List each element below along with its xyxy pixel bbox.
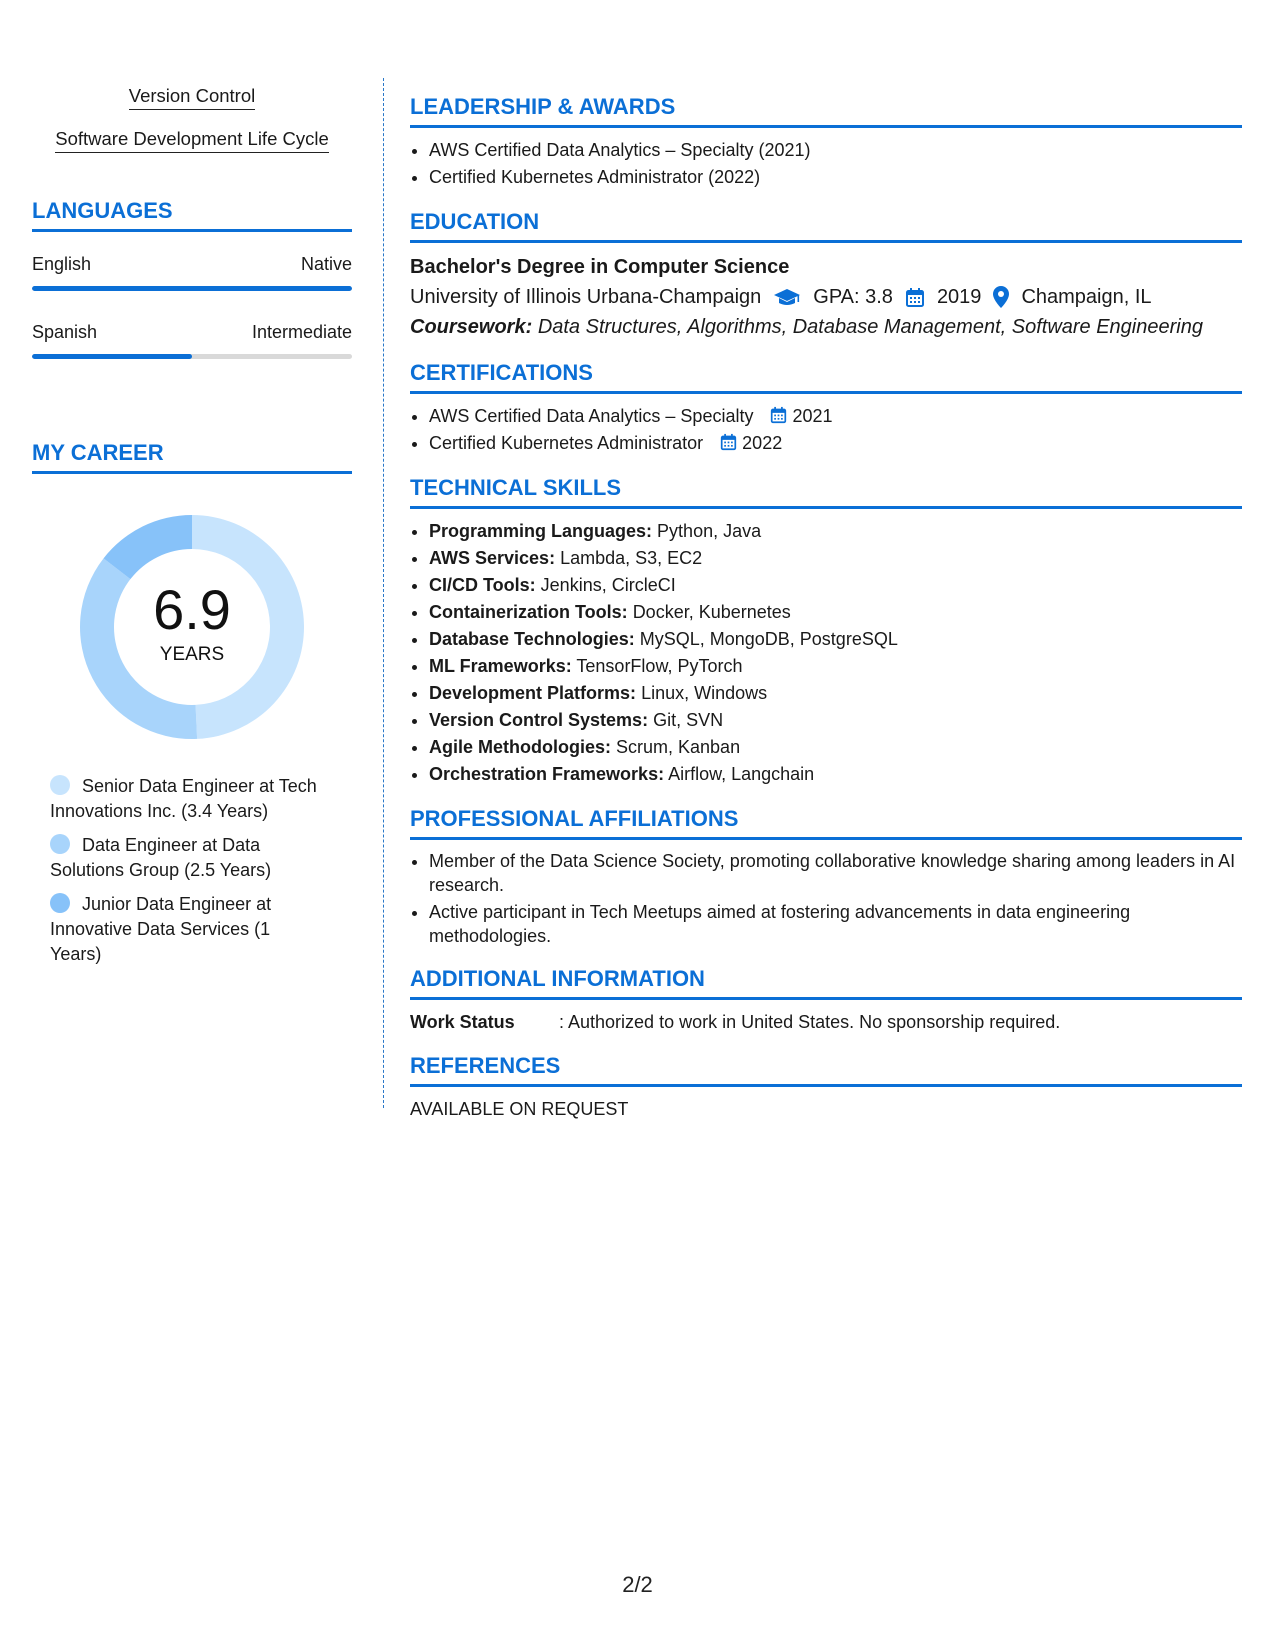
technical-skill-item <box>429 518 1242 545</box>
career-donut <box>77 512 307 742</box>
coursework-label: Coursework: <box>410 316 533 338</box>
list-item <box>429 403 1242 430</box>
map-pin-icon <box>993 286 1009 308</box>
career-role-line: Solutions Group (2.5 Years) <box>50 860 272 880</box>
technical-skill-value: MySQL, MongoDB, PostgreSQL <box>639 629 898 649</box>
references-text: AVAILABLE ON REQUEST <box>410 1099 629 1119</box>
education-degree: Bachelor's Degree in Computer Science <box>410 256 790 278</box>
leadership-title: LEADERSHIP & AWARDS <box>410 94 1242 128</box>
technical-skill-value: Scrum, Kanban <box>616 737 741 757</box>
list-item: • Active participant in Tech Meetups aimed at fostering advancements in data engineering methodologies. <box>429 900 1242 948</box>
technical-skill-label: Development Platforms: <box>429 683 637 703</box>
technical-skill-item <box>429 545 1242 572</box>
technical-skill-label: Orchestration Frameworks: <box>429 764 665 784</box>
certification-year: 2022 <box>742 433 783 453</box>
graduation-cap-icon <box>773 287 801 307</box>
language-name: Spanish <box>32 322 98 342</box>
technical-skill-value: Jenkins, CircleCI <box>540 575 676 595</box>
education-section <box>410 209 1242 342</box>
career-role-line: Senior Data Engineer at Tech <box>82 776 317 796</box>
technical-skill-label: AWS Services: <box>429 548 556 568</box>
affiliations-title: PROFESSIONAL AFFILIATIONS <box>410 806 1242 840</box>
career-role-line: Junior Data Engineer at <box>82 894 272 914</box>
technical-skill-item <box>429 626 1242 653</box>
career-title: MY CAREER <box>32 440 352 474</box>
technical-skill-label: Version Control Systems: <box>429 710 649 730</box>
technical-skill-label: ML Frameworks: <box>429 656 572 676</box>
technical-skill-label: CI/CD Tools: <box>429 575 536 595</box>
list-item: • Certified Kubernetes Administrator (2022) <box>429 164 1242 191</box>
career-role-line: Years) <box>50 944 102 964</box>
technical-skill-label: Database Technologies: <box>429 629 635 649</box>
left-column <box>32 84 352 967</box>
work-status-row <box>410 1009 1242 1035</box>
technical-skill-item <box>429 653 1242 680</box>
language-proficiency-fill <box>32 286 352 291</box>
certification-year: 2021 <box>792 406 833 426</box>
coursework-list: Data Structures, Algorithms, Database Management, Software Engineering <box>537 316 1203 338</box>
skills-list <box>32 84 352 153</box>
technical-skill-item <box>429 734 1242 761</box>
technical-skills-section <box>410 475 1242 788</box>
career-total-value: 6.9 <box>153 578 231 641</box>
skill-version-control: Version Control <box>129 84 255 110</box>
calendar-icon <box>720 433 737 451</box>
technical-skill-label: Programming Languages: <box>429 521 653 541</box>
additional-info-section <box>410 966 1242 1035</box>
list-item: • Member of the Data Science Society, promoting collaborative knowledge sharing among leaders in AI research. <box>429 849 1242 897</box>
certifications-title: CERTIFICATIONS <box>410 360 1242 394</box>
technical-skill-value: Airflow, Langchain <box>668 764 815 784</box>
legend-dot-icon <box>50 893 70 913</box>
technical-skill-item <box>429 599 1242 626</box>
references-section <box>410 1053 1242 1122</box>
language-name: English <box>32 254 92 274</box>
education-coursework <box>410 312 1242 342</box>
technical-skill-value: Lambda, S3, EC2 <box>560 548 703 568</box>
career-role <box>32 892 352 967</box>
language-proficiency-bar <box>32 354 352 359</box>
career-role <box>32 833 352 883</box>
technical-skills-list <box>410 518 1242 788</box>
technical-skill-value: Git, SVN <box>653 710 724 730</box>
right-column <box>410 94 1242 1122</box>
technical-skill-item <box>429 572 1242 599</box>
skill-sdlc: Software Development Life Cycle <box>55 127 329 153</box>
work-status-value: : Authorized to work in United States. No sponsorship required. <box>559 1012 1061 1032</box>
career-role-line: Data Engineer at Data <box>82 835 261 855</box>
language-level: Native <box>300 254 352 274</box>
calendar-icon <box>770 406 787 424</box>
education-year: 2019 <box>936 286 982 308</box>
legend-dot-icon <box>50 775 70 795</box>
education-details <box>410 282 1242 312</box>
languages-section <box>32 198 352 359</box>
language-proficiency-bar <box>32 286 352 291</box>
work-status-key: Work Status <box>410 1012 515 1032</box>
list-item: • AWS Certified Data Analytics – Specialty (2021) <box>429 137 1242 164</box>
career-role-line: Innovative Data Services (1 <box>50 919 271 939</box>
technical-skill-item <box>429 761 1242 788</box>
languages-title: LANGUAGES <box>32 198 352 232</box>
column-divider <box>383 78 384 1108</box>
education-location: Champaign, IL <box>1021 286 1152 308</box>
certification-name: AWS Certified Data Analytics – Specialty <box>429 406 754 426</box>
certification-name: Certified Kubernetes Administrator <box>429 433 704 453</box>
technical-skill-label: Agile Methodologies: <box>429 737 611 757</box>
technical-skills-title: TECHNICAL SKILLS <box>410 475 1242 509</box>
list-item <box>429 430 1242 457</box>
certifications-section <box>410 360 1242 457</box>
affiliations-section <box>410 806 1242 948</box>
language-proficiency-fill <box>32 354 192 359</box>
leadership-section <box>410 94 1242 191</box>
career-total-unit: YEARS <box>159 644 225 665</box>
legend-dot-icon <box>50 834 70 854</box>
references-title: REFERENCES <box>410 1053 1242 1087</box>
technical-skill-value: Docker, Kubernetes <box>632 602 791 622</box>
technical-skill-value: Python, Java <box>657 521 762 541</box>
education-school: University of Illinois Urbana-Champaign <box>410 286 762 308</box>
education-title: EDUCATION <box>410 209 1242 243</box>
career-role <box>32 774 352 824</box>
education-gpa: GPA: 3.8 <box>813 286 893 308</box>
technical-skill-item <box>429 707 1242 734</box>
language-level: Intermediate <box>251 322 352 342</box>
language-item <box>32 321 352 359</box>
page-number: 2/2 <box>622 1572 653 1597</box>
technical-skill-item <box>429 680 1242 707</box>
career-legend <box>32 774 352 967</box>
technical-skill-label: Containerization Tools: <box>429 602 628 622</box>
career-section <box>32 440 352 967</box>
calendar-icon <box>905 287 925 308</box>
technical-skill-value: TensorFlow, PyTorch <box>576 656 743 676</box>
career-role-line: Innovations Inc. (3.4 Years) <box>50 801 269 821</box>
technical-skill-value: Linux, Windows <box>641 683 768 703</box>
language-item <box>32 253 352 291</box>
additional-info-title: ADDITIONAL INFORMATION <box>410 966 1242 1000</box>
